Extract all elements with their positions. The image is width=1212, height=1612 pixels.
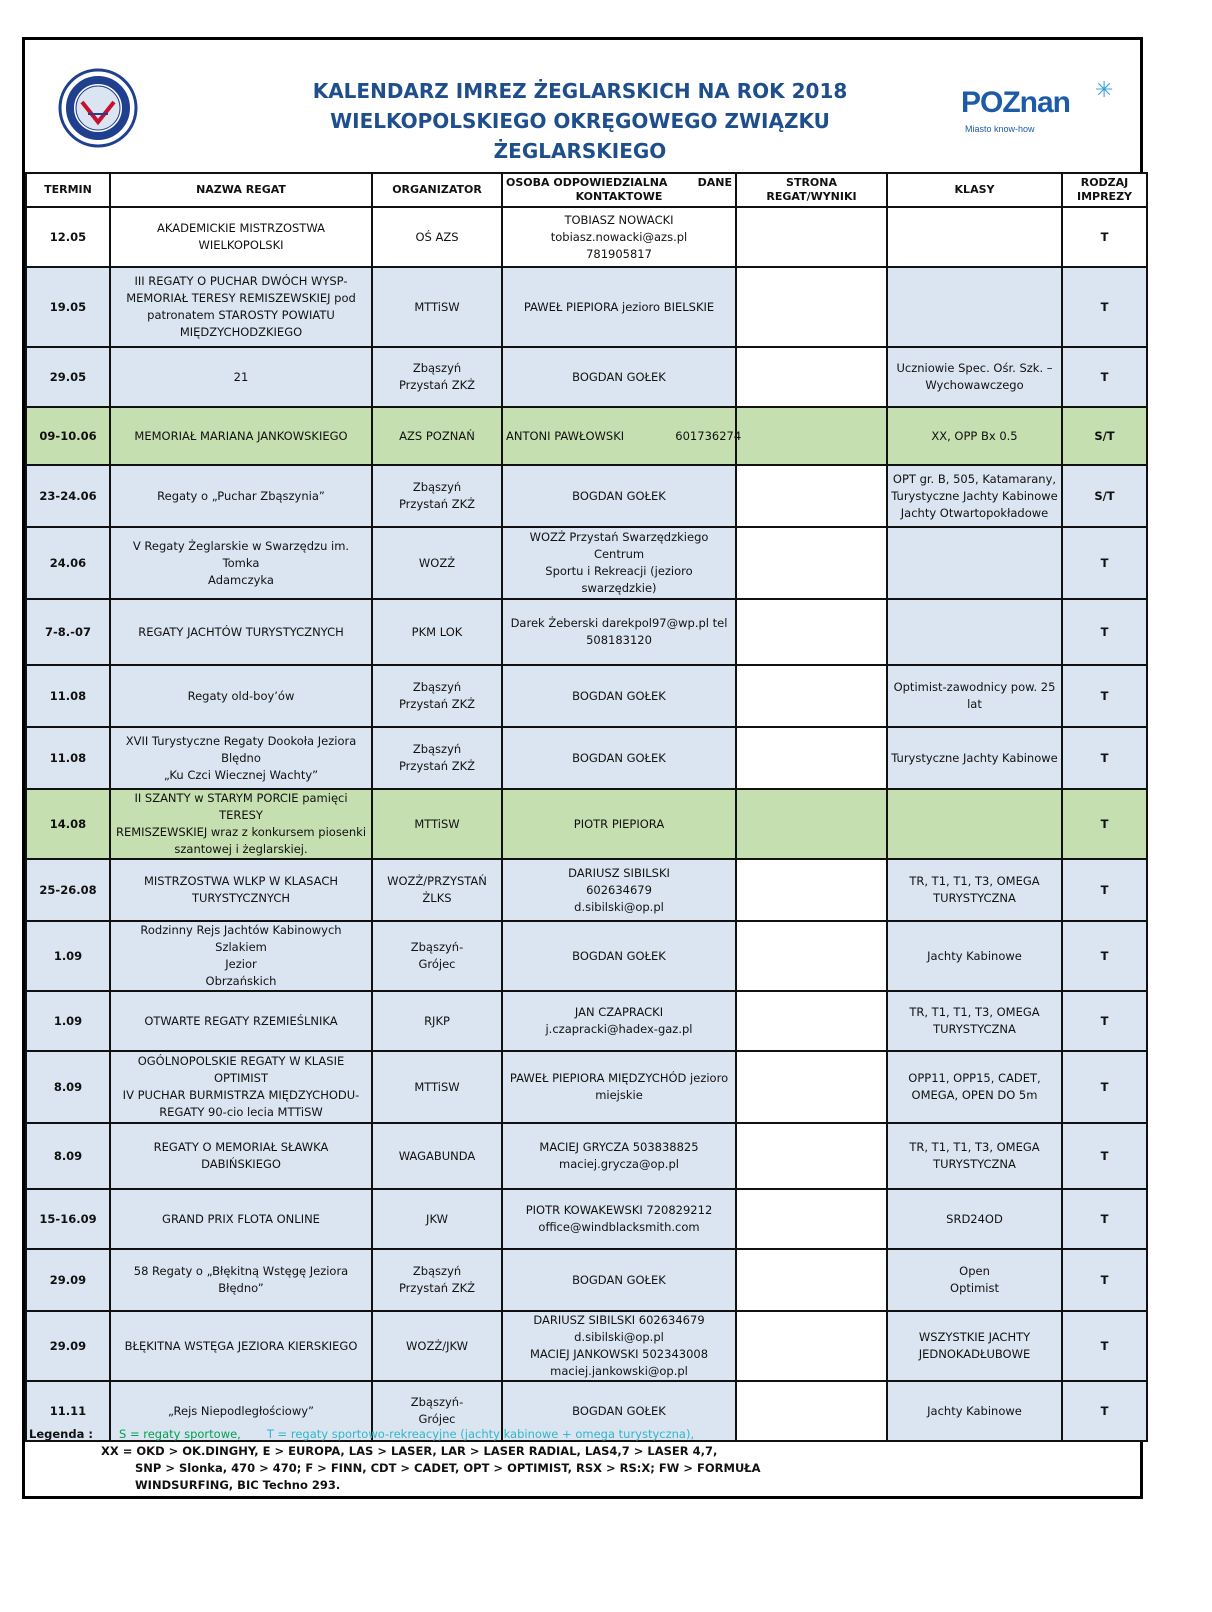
cell-strona	[736, 789, 887, 859]
cell-strona	[736, 859, 887, 921]
cell-nazwa: Regaty old-boy’ów	[110, 665, 372, 727]
cell-strona	[736, 727, 887, 789]
cell-klasy: WSZYSTKIE JACHTY JEDNOKADŁUBOWE	[887, 1311, 1062, 1381]
cell-termin: 09-10.06	[26, 407, 110, 465]
table-row	[26, 527, 1147, 599]
cell-strona	[736, 1123, 887, 1189]
cell-osoba: DARIUSZ SIBILSKI 602634679 d.sibilski@op.pl MACIEJ JANKOWSKI 502343008 maciej.jankowski@op.pl	[502, 1311, 736, 1381]
table-row	[26, 665, 1147, 727]
cell-organizator: MTTiSW	[372, 267, 502, 347]
cell-organizator: WOZŻ	[372, 527, 502, 599]
header-strona: STRONA REGAT/WYNIKI	[736, 173, 887, 207]
cell-osoba: PAWEŁ PIEPIORA MIĘDZYCHÓD jezioro miejskie	[502, 1051, 736, 1123]
header-nazwa: NAZWA REGAT	[110, 173, 372, 207]
cell-klasy: OPT gr. B, 505, Katamarany, Turystyczne Jachty Kabinowe Jachty Otwartopokładowe	[887, 465, 1062, 527]
cell-strona	[736, 407, 887, 465]
cell-nazwa: 58 Regaty o „Błękitną Wstęgę Jeziora Błędno”	[110, 1249, 372, 1311]
cell-nazwa: V Regaty Żeglarskie w Swarzędzu im. Tomka Adamczyka	[110, 527, 372, 599]
poznan-logo-subtitle: Miasto know-how	[965, 124, 1035, 134]
cell-klasy	[887, 267, 1062, 347]
legend-line-1	[29, 1426, 1129, 1443]
cell-strona	[736, 599, 887, 665]
cell-klasy: XX, OPP Bx 0.5	[887, 407, 1062, 465]
cell-osoba: PIOTR PIEPIORA	[502, 789, 736, 859]
cell-termin: 7-8.-07	[26, 599, 110, 665]
cell-organizator: Zbąszyń Przystań ZKŻ	[372, 1249, 502, 1311]
cell-termin: 11.08	[26, 665, 110, 727]
legend-line-3: SNP > Slonka, 470 > 470; F > FINN, CDT > CADET, OPT > OPTIMIST, RSX > RS:X; FW > FORMUŁA	[135, 1461, 761, 1475]
legend	[29, 1426, 1129, 1494]
cell-nazwa: II SZANTY w STARYM PORCIE pamięci TERESY REMISZEWSKIEJ wraz z konkursem piosenki szantowej i żeglarskiej.	[110, 789, 372, 859]
cell-rodzaj: T	[1062, 1051, 1147, 1123]
cell-termin: 19.05	[26, 267, 110, 347]
cell-strona	[736, 1311, 887, 1381]
cell-rodzaj: T	[1062, 859, 1147, 921]
cell-organizator: OŚ AZS	[372, 207, 502, 267]
cell-klasy	[887, 599, 1062, 665]
document-frame	[22, 37, 1143, 1499]
table-row	[26, 1249, 1147, 1311]
cell-termin: 12.05	[26, 207, 110, 267]
cell-strona	[736, 267, 887, 347]
header-osoba-b: DANE	[697, 176, 732, 189]
cell-rodzaj: T	[1062, 1249, 1147, 1311]
cell-rodzaj: T	[1062, 347, 1147, 407]
legend-label: Legenda :	[29, 1427, 93, 1441]
cell-nazwa: OGÓLNOPOLSKIE REGATY W KLASIE OPTIMIST IV PUCHAR BURMISTRZA MIĘDZYCHODU- REGATY 90-cio lecia MTTiSW	[110, 1051, 372, 1123]
table-body	[26, 207, 1147, 1441]
header-osoba	[502, 173, 736, 207]
cell-termin: 15-16.09	[26, 1189, 110, 1249]
table-row	[26, 1123, 1147, 1189]
cell-organizator: JKW	[372, 1189, 502, 1249]
cell-rodzaj: T	[1062, 1311, 1147, 1381]
cell-klasy: SRD24OD	[887, 1189, 1062, 1249]
cell-strona	[736, 665, 887, 727]
cell-organizator: Zbąszyń- Grójec	[372, 1381, 502, 1441]
cell-organizator: Zbąszyń- Grójec	[372, 921, 502, 991]
cell-nazwa: Regaty o „Puchar Zbąszynia”	[110, 465, 372, 527]
table-row	[26, 1189, 1147, 1249]
cell-strona	[736, 921, 887, 991]
cell-rodzaj: T	[1062, 207, 1147, 267]
header-klasy: KLASY	[887, 173, 1062, 207]
wozz-logo-icon	[58, 68, 138, 148]
cell-nazwa: 21	[110, 347, 372, 407]
cell-rodzaj: T	[1062, 527, 1147, 599]
cell-osoba: BOGDAN GOŁEK	[502, 1249, 736, 1311]
cell-osoba: BOGDAN GOŁEK	[502, 921, 736, 991]
cell-organizator: AZS POZNAŃ	[372, 407, 502, 465]
cell-organizator: MTTiSW	[372, 789, 502, 859]
cell-termin: 23-24.06	[26, 465, 110, 527]
table-row	[26, 407, 1147, 465]
cell-rodzaj: T	[1062, 1189, 1147, 1249]
cell-strona	[736, 527, 887, 599]
header-rodzaj-b: IMPREZY	[1076, 190, 1133, 203]
cell-termin: 24.06	[26, 527, 110, 599]
cell-strona	[736, 347, 887, 407]
cell-rodzaj: T	[1062, 665, 1147, 727]
table-row	[26, 599, 1147, 665]
cell-organizator: Zbąszyń Przystań ZKŻ	[372, 727, 502, 789]
cell-klasy: Jachty Kabinowe	[887, 921, 1062, 991]
table-row	[26, 727, 1147, 789]
table-row	[26, 859, 1147, 921]
cell-osoba: DARIUSZ SIBILSKI 602634679 d.sibilski@op.pl	[502, 859, 736, 921]
cell-klasy: Open Optimist	[887, 1249, 1062, 1311]
cell-osoba: JAN CZAPRACKI j.czapracki@hadex-gaz.pl	[502, 991, 736, 1051]
cell-organizator: WOZŻ/JKW	[372, 1311, 502, 1381]
cell-strona	[736, 1249, 887, 1311]
cell-osoba: BOGDAN GOŁEK	[502, 665, 736, 727]
table-row	[26, 1051, 1147, 1123]
cell-rodzaj: T	[1062, 267, 1147, 347]
cell-osoba: PAWEŁ PIEPIORA jezioro BIELSKIE	[502, 267, 736, 347]
cell-termin: 29.05	[26, 347, 110, 407]
legend-s-definition: S = regaty sportowe,	[118, 1427, 241, 1441]
cell-rodzaj: T	[1062, 921, 1147, 991]
cell-organizator: PKM LOK	[372, 599, 502, 665]
cell-nazwa: AKADEMICKIE MISTRZOSTWA WIELKOPOLSKI	[110, 207, 372, 267]
cell-termin: 14.08	[26, 789, 110, 859]
header-osoba-c: KONTAKTOWE	[575, 190, 663, 203]
cell-termin: 1.09	[26, 991, 110, 1051]
cell-osoba: MACIEJ GRYCZA 503838825 maciej.grycza@op.pl	[502, 1123, 736, 1189]
events-table	[25, 172, 1148, 1442]
cell-rodzaj: T	[1062, 991, 1147, 1051]
cell-osoba: TOBIASZ NOWACKI tobiasz.nowacki@azs.pl 781905817	[502, 207, 736, 267]
cell-rodzaj: T	[1062, 599, 1147, 665]
cell-strona	[736, 465, 887, 527]
table-row	[26, 1311, 1147, 1381]
cell-klasy: TR, T1, T1, T3, OMEGA TURYSTYCZNA	[887, 991, 1062, 1051]
cell-rodzaj: S/T	[1062, 465, 1147, 527]
cell-organizator: MTTiSW	[372, 1051, 502, 1123]
cell-klasy	[887, 789, 1062, 859]
legend-line-4: WINDSURFING, BIC Techno 293.	[135, 1478, 341, 1492]
cell-termin: 29.09	[26, 1311, 110, 1381]
cell-osoba: ANTONI PAWŁOWSKI 601736274	[502, 407, 736, 465]
cell-klasy	[887, 207, 1062, 267]
title-line-2: WIELKOPOLSKIEGO OKRĘGOWEGO ZWIĄZKU ŻEGLARSKIEGO	[330, 109, 830, 163]
header-organizator: ORGANIZATOR	[372, 173, 502, 207]
cell-nazwa: MEMORIAŁ MARIANA JANKOWSKIEGO	[110, 407, 372, 465]
cell-nazwa: MISTRZOSTWA WLKP W KLASACH TURYSTYCZNYCH	[110, 859, 372, 921]
table-row	[26, 267, 1147, 347]
cell-klasy: Uczniowie Spec. Ośr. Szk. – Wychowawczego	[887, 347, 1062, 407]
cell-nazwa: Rodzinny Rejs Jachtów Kabinowych Szlakiem Jezior Obrzańskich	[110, 921, 372, 991]
cell-termin: 8.09	[26, 1051, 110, 1123]
table-row	[26, 347, 1147, 407]
cell-osoba: BOGDAN GOŁEK	[502, 1381, 736, 1441]
cell-organizator: WOZŻ/PRZYSTAŃ ŻLKS	[372, 859, 502, 921]
cell-strona	[736, 1051, 887, 1123]
poznan-logo	[961, 78, 1121, 142]
cell-osoba: Darek Żeberski darekpol97@wp.pl tel 508183120	[502, 599, 736, 665]
cell-organizator: RJKP	[372, 991, 502, 1051]
cell-osoba: BOGDAN GOŁEK	[502, 347, 736, 407]
header-rodzaj-a: RODZAJ	[1080, 176, 1129, 189]
cell-nazwa: BŁĘKITNA WSTĘGA JEZIORA KIERSKIEGO	[110, 1311, 372, 1381]
poznan-logo-text: POZnan	[961, 86, 1071, 119]
cell-termin: 11.11	[26, 1381, 110, 1441]
cell-klasy: Jachty Kabinowe	[887, 1381, 1062, 1441]
star-icon: ✳	[1095, 78, 1114, 103]
cell-klasy	[887, 527, 1062, 599]
cell-rodzaj: T	[1062, 1381, 1147, 1441]
cell-nazwa: XVII Turystyczne Regaty Dookoła Jeziora Blędno „Ku Czci Wiecznej Wachty”	[110, 727, 372, 789]
cell-klasy: Turystyczne Jachty Kabinowe	[887, 727, 1062, 789]
table-row	[26, 207, 1147, 267]
cell-strona	[736, 1189, 887, 1249]
cell-osoba: PIOTR KOWAKEWSKI 720829212 office@windblacksmith.com	[502, 1189, 736, 1249]
header-rodzaj	[1062, 173, 1147, 207]
table-header-row	[26, 173, 1147, 207]
legend-line-2: XX = OKD > OK.DINGHY, E > EUROPA, LAS > LASER, LAR > LASER RADIAL, LAS4,7 > LASER 4,7,	[101, 1444, 718, 1458]
cell-klasy: OPP11, OPP15, CADET, OMEGA, OPEN DO 5m	[887, 1051, 1062, 1123]
table-row	[26, 991, 1147, 1051]
cell-termin: 25-26.08	[26, 859, 110, 921]
cell-nazwa: REGATY JACHTÓW TURYSTYCZNYCH	[110, 599, 372, 665]
cell-organizator: Zbąszyń Przystań ZKŻ	[372, 665, 502, 727]
cell-termin: 29.09	[26, 1249, 110, 1311]
cell-rodzaj: S/T	[1062, 407, 1147, 465]
header-osoba-a: OSOBA ODPOWIEDZIALNA	[506, 176, 668, 189]
cell-termin: 11.08	[26, 727, 110, 789]
cell-nazwa: OTWARTE REGATY RZEMIEŚLNIKA	[110, 991, 372, 1051]
cell-strona	[736, 207, 887, 267]
cell-klasy: TR, T1, T1, T3, OMEGA TURYSTYCZNA	[887, 859, 1062, 921]
cell-klasy: Optimist-zawodnicy pow. 25 lat	[887, 665, 1062, 727]
cell-osoba: BOGDAN GOŁEK	[502, 465, 736, 527]
cell-organizator: WAGABUNDA	[372, 1123, 502, 1189]
table-row	[26, 921, 1147, 991]
cell-organizator: Zbąszyń Przystań ZKŻ	[372, 347, 502, 407]
cell-nazwa: III REGATY O PUCHAR DWÓCH WYSP- MEMORIAŁ TERESY REMISZEWSKIEJ pod patronatem STAROSTY POWIATU MIĘDZYCHODZKIEGO	[110, 267, 372, 347]
header-termin: TERMIN	[26, 173, 110, 207]
cell-termin: 8.09	[26, 1123, 110, 1189]
document-header	[25, 40, 1140, 175]
cell-termin: 1.09	[26, 921, 110, 991]
cell-rodzaj: T	[1062, 789, 1147, 859]
cell-organizator: Zbąszyń Przystań ZKŻ	[372, 465, 502, 527]
legend-t-definition: T = regaty sportowo-rekreacyjne (jachty kabinowe + omega turystyczna),	[266, 1427, 695, 1441]
table-row	[26, 465, 1147, 527]
cell-nazwa: „Rejs Niepodległościowy”	[110, 1381, 372, 1441]
table-row	[26, 789, 1147, 859]
cell-rodzaj: T	[1062, 1123, 1147, 1189]
cell-klasy: TR, T1, T1, T3, OMEGA TURYSTYCZNA	[887, 1123, 1062, 1189]
cell-osoba: WOZŻ Przystań Swarzędzkiego Centrum Sportu i Rekreacji (jezioro swarzędzkie)	[502, 527, 736, 599]
cell-nazwa: REGATY O MEMORIAŁ SŁAWKA DABIŃSKIEGO	[110, 1123, 372, 1189]
cell-strona	[736, 991, 887, 1051]
document-title	[255, 76, 905, 166]
title-line-1: KALENDARZ IMREZ ŻEGLARSKICH NA ROK 2018	[312, 79, 848, 103]
cell-rodzaj: T	[1062, 727, 1147, 789]
cell-osoba: BOGDAN GOŁEK	[502, 727, 736, 789]
cell-nazwa: GRAND PRIX FLOTA ONLINE	[110, 1189, 372, 1249]
